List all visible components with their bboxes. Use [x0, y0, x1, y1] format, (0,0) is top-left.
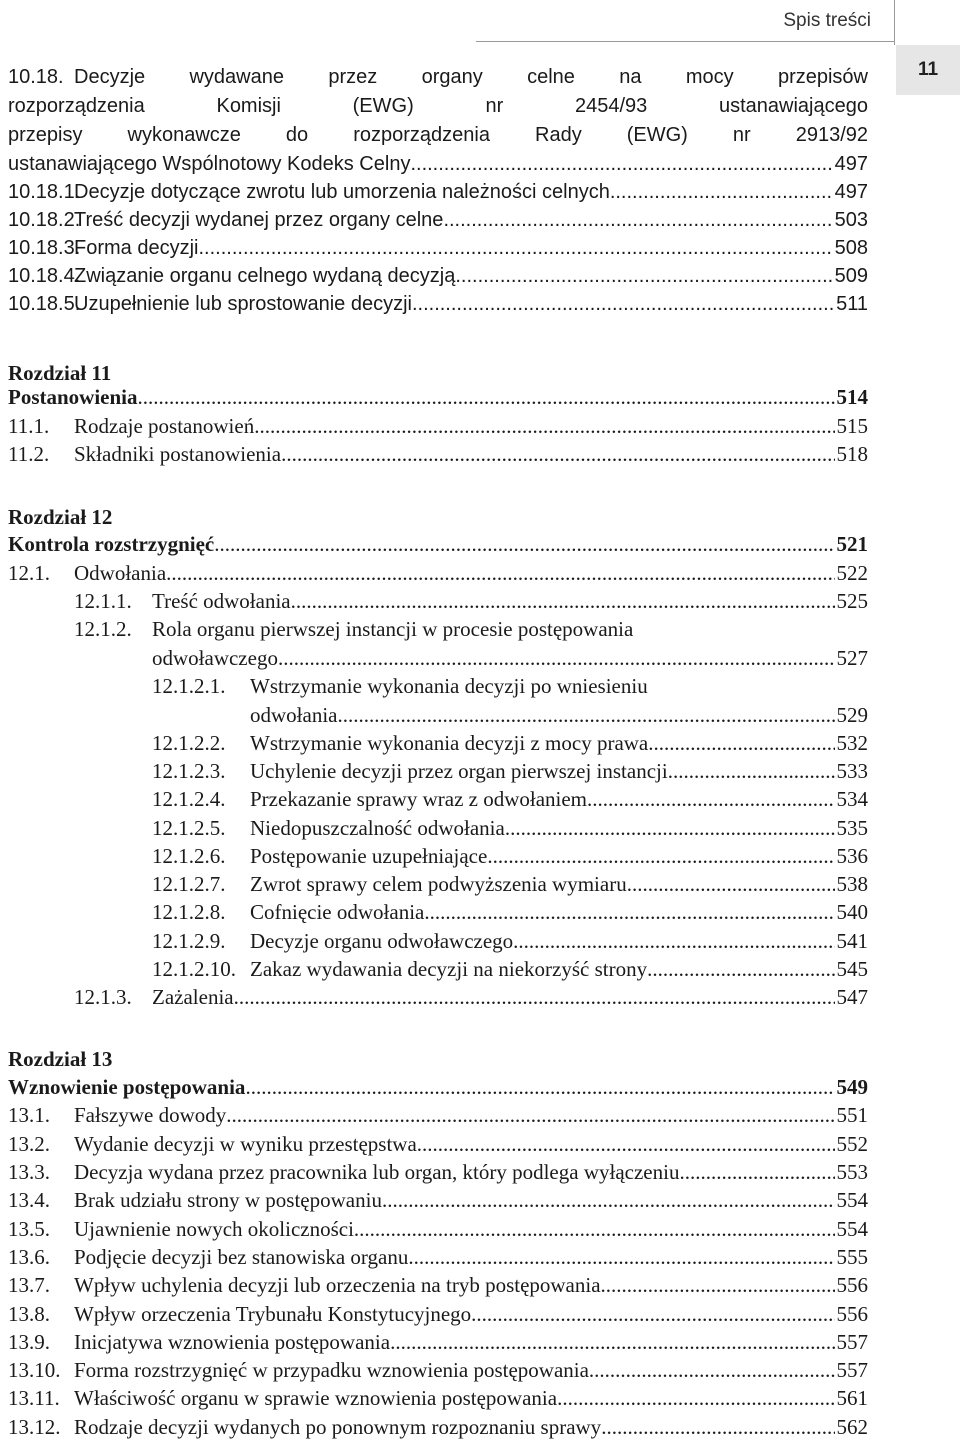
page-number: 527 — [836, 646, 868, 670]
dot-leader — [254, 412, 834, 440]
entry-title: Wstrzymanie wykonania decyzji z mocy prawa — [250, 731, 649, 755]
chapter-heading: Rozdział 13 — [8, 1047, 113, 1071]
page-number: 562 — [836, 1415, 868, 1439]
dot-leader — [417, 1130, 835, 1158]
dot-leader — [587, 785, 834, 813]
page-number: 545 — [836, 957, 868, 981]
entry-number: 13.1. — [8, 1103, 50, 1127]
dot-leader — [354, 1215, 835, 1243]
dot-leader — [382, 1186, 835, 1214]
entry-number: 12.1.3. — [74, 985, 132, 1009]
page-number: 547 — [836, 985, 868, 1009]
page-number: 540 — [836, 900, 868, 924]
entry-title: Decyzje dotyczące zwrotu lub umorzenia należności celnych — [74, 181, 610, 203]
toc-entry[interactable] — [8, 1130, 868, 1158]
toc-entry[interactable] — [8, 1073, 868, 1101]
toc-entry[interactable] — [74, 644, 868, 672]
entry-title: Decyzje organu odwoławczego — [250, 929, 514, 953]
toc-entry[interactable] — [152, 842, 868, 870]
entry-number: 12.1. — [8, 561, 50, 585]
entry-number: 13.5. — [8, 1217, 50, 1241]
entry-number: 13.3. — [8, 1160, 50, 1184]
toc-entry[interactable] — [152, 955, 868, 983]
entry-line-2: rozporządzenia Komisji (EWG) nr 2454/93 ustanawiającego — [8, 95, 868, 117]
entry-title: Brak udziału strony w postępowaniu — [74, 1188, 382, 1212]
page-number: 525 — [836, 589, 868, 613]
entry-number: 10.18. — [8, 66, 64, 88]
page-number: 529 — [836, 703, 868, 727]
entry-title: Treść odwołania — [152, 589, 291, 613]
entry-title: odwołania — [250, 703, 338, 727]
side-rule — [894, 0, 895, 45]
entry-number: 10.18.4. — [8, 265, 81, 287]
page-number: 497 — [834, 153, 868, 175]
dot-leader — [278, 644, 835, 672]
entry-number: 10.18.3. — [8, 237, 81, 259]
entry-title: Zwrot sprawy celem podwyższenia wymiaru — [250, 872, 627, 896]
page-number: 549 — [836, 1075, 868, 1099]
entry-title: Właściwość organu w sprawie wznowienia postępowania — [74, 1386, 558, 1410]
dot-leader — [198, 234, 832, 262]
dot-leader — [648, 729, 834, 757]
entry-number: 10.18.2. — [8, 209, 81, 231]
toc-entry[interactable] — [74, 983, 868, 1011]
entry-title: Kontrola rozstrzygnięć — [8, 532, 215, 556]
dot-leader — [226, 1101, 834, 1129]
toc-entry[interactable] — [8, 440, 868, 468]
toc-entry[interactable] — [152, 927, 868, 955]
dot-leader — [627, 870, 835, 898]
dot-leader — [138, 383, 835, 411]
dot-leader — [647, 955, 834, 983]
entry-title: Wznowienie postępowania — [8, 1075, 246, 1099]
entry-title: Cofnięcie odwołania — [250, 900, 425, 924]
entry-title: Składniki postanowienia — [74, 442, 282, 466]
toc-entry[interactable] — [152, 814, 868, 842]
entry-title: Wydanie decyzji w wyniku przestępstwa — [74, 1132, 417, 1156]
entry-title: Zakaz wydawania decyzji na niekorzyść strony — [250, 957, 648, 981]
entry-title: Treść decyzji wydanej przez organy celne — [74, 209, 444, 231]
page-number: 541 — [836, 929, 868, 953]
toc-entry[interactable] — [8, 262, 868, 290]
entry-title: Rodzaje postanowień — [74, 414, 255, 438]
toc-entry[interactable] — [8, 412, 868, 440]
dot-leader — [245, 1073, 834, 1101]
entry-title: Forma rozstrzygnięć w przypadku wznowienia postępowania — [74, 1358, 589, 1382]
dot-leader — [601, 1271, 835, 1299]
entry-number: 11.1. — [8, 414, 50, 438]
entry-number: 12.1.2. — [74, 617, 132, 641]
toc-entry[interactable] — [8, 178, 868, 206]
entry-title: Rodzaje decyzji wydanych po ponownym rozpoznaniu sprawy — [74, 1415, 602, 1439]
toc-entry[interactable] — [8, 1215, 868, 1243]
toc-entry[interactable] — [152, 672, 868, 700]
toc-entry[interactable] — [152, 785, 868, 813]
toc-entry[interactable] — [8, 383, 868, 411]
page-number: 536 — [836, 844, 868, 868]
entry-number: 13.11. — [8, 1386, 60, 1410]
entry-title: Forma decyzji — [74, 237, 199, 259]
entry-number: 12.1.2.1. — [152, 674, 226, 698]
page-number: 532 — [836, 731, 868, 755]
entry-number: 12.1.2.2. — [152, 731, 226, 755]
entry-title: Zażalenia — [152, 985, 234, 1009]
page-number: 554 — [836, 1188, 868, 1212]
entry-line-3: przepisy wykonawcze do rozporządzenia Rady (EWG) nr 2913/92 — [8, 124, 868, 146]
dot-leader — [214, 530, 834, 558]
page-number: 561 — [836, 1386, 868, 1410]
header-rule — [476, 41, 894, 42]
entry-line-1: Decyzje wydawane przez organy celne na mocy przepisów — [74, 66, 868, 88]
entry-number: 12.1.2.10. — [152, 957, 236, 981]
dot-leader — [513, 927, 834, 955]
entry-title: Rola organu pierwszej instancji w procesie postępowania — [152, 617, 634, 641]
dot-leader — [281, 440, 834, 468]
entry-number: 10.18.5. — [8, 293, 81, 315]
toc-entry[interactable] — [8, 559, 868, 587]
dot-leader — [601, 1413, 834, 1441]
entry-number: 13.4. — [8, 1188, 50, 1212]
page-number: 555 — [836, 1245, 868, 1269]
page-number: 533 — [836, 759, 868, 783]
page-number: 556 — [836, 1273, 868, 1297]
dot-leader — [589, 1356, 835, 1384]
dot-leader — [424, 898, 834, 926]
page-number: 552 — [836, 1132, 868, 1156]
page-number: 521 — [836, 532, 868, 556]
entry-title: Odwołania — [74, 561, 167, 585]
toc-entry[interactable] — [8, 206, 868, 234]
dot-leader — [557, 1384, 834, 1412]
entry-title: Postanowienia — [8, 385, 138, 409]
dot-leader — [505, 814, 835, 842]
entry-number: 13.9. — [8, 1330, 50, 1354]
toc-entry[interactable] — [8, 1186, 868, 1214]
page-number: 518 — [836, 442, 868, 466]
page-number: 514 — [836, 385, 868, 409]
entry-number: 13.8. — [8, 1302, 50, 1326]
entry-number: 13.10. — [8, 1358, 61, 1382]
page-number: 557 — [836, 1330, 868, 1354]
entry-title: odwoławczego — [152, 646, 278, 670]
toc-entry[interactable] — [152, 898, 868, 926]
toc-entry[interactable] — [74, 587, 868, 615]
page-number: 508 — [834, 237, 868, 259]
entry-number: 12.1.2.8. — [152, 900, 226, 924]
toc-entry[interactable] — [8, 234, 868, 262]
page-number: 534 — [836, 787, 868, 811]
entry-title: Wpływ uchylenia decyzji lub orzeczenia na tryb postępowania — [74, 1273, 601, 1297]
entry-title: Postępowanie uzupełniające — [250, 844, 488, 868]
page-number: 551 — [836, 1103, 868, 1127]
toc-entry[interactable] — [152, 870, 868, 898]
entry-title: Wstrzymanie wykonania decyzji po wniesieniu — [250, 674, 648, 698]
dot-leader — [679, 1158, 834, 1186]
toc-entry[interactable] — [8, 1300, 868, 1328]
entry-title: Uchylenie decyzji przez organ pierwszej instancji — [250, 759, 668, 783]
page-number: 554 — [836, 1217, 868, 1241]
page-number: 553 — [836, 1160, 868, 1184]
toc-entry[interactable] — [8, 1328, 868, 1356]
toc-entry[interactable] — [8, 1271, 868, 1299]
toc-entry[interactable] — [8, 530, 868, 558]
entry-number: 11.2. — [8, 442, 50, 466]
page-number: 557 — [836, 1358, 868, 1382]
toc-entry[interactable] — [8, 1356, 868, 1384]
running-header: Spis treści — [783, 10, 871, 31]
entry-number: 13.7. — [8, 1273, 50, 1297]
page-number: 538 — [836, 872, 868, 896]
page-number: 535 — [836, 816, 868, 840]
entry-number: 12.1.2.4. — [152, 787, 226, 811]
entry-number: 12.1.2.6. — [152, 844, 226, 868]
entry-title: Wpływ orzeczenia Trybunału Konstytucyjnego — [74, 1302, 472, 1326]
dot-leader — [668, 757, 835, 785]
entry-title: Niedopuszczalność odwołania — [250, 816, 505, 840]
toc-entry-10-18 — [8, 63, 868, 150]
toc-entry-10-18-last-line: ustanawiającego Wspólnotowy Kodeks Celny ..... 497 — [8, 150, 868, 178]
entry-title: Ujawnienie nowych okoliczności — [74, 1217, 354, 1241]
dot-leader — [487, 842, 834, 870]
dot-leader — [471, 1300, 834, 1328]
dot-leader — [390, 1328, 834, 1356]
toc-entry[interactable] — [74, 615, 868, 643]
page-number-tab: 11 — [896, 45, 960, 95]
entry-number: 12.1.2.5. — [152, 816, 226, 840]
entry-number: 13.6. — [8, 1245, 50, 1269]
toc-entry[interactable] — [8, 1158, 868, 1186]
toc-entry[interactable] — [152, 701, 868, 729]
toc-entry[interactable] — [8, 290, 868, 318]
toc-entry[interactable] — [8, 1243, 868, 1271]
entry-title: Uzupełnienie lub sprostowanie decyzji — [74, 293, 412, 315]
page-number: 556 — [836, 1302, 868, 1326]
page-number: 522 — [836, 561, 868, 585]
dot-leader — [408, 1243, 834, 1271]
dot-leader — [412, 290, 834, 318]
entry-title: Fałszywe dowody — [74, 1103, 227, 1127]
entry-number: 10.18.1. — [8, 181, 81, 203]
toc-entry[interactable] — [152, 729, 868, 757]
entry-title: Podjęcie decyzji bez stanowiska organu — [74, 1245, 409, 1269]
entry-number: 12.1.2.7. — [152, 872, 226, 896]
chapter-heading: Rozdział 12 — [8, 505, 113, 529]
entry-title: Przekazanie sprawy wraz z odwołaniem — [250, 787, 588, 811]
dot-leader — [291, 587, 835, 615]
entry-title: Związanie organu celnego wydaną decyzją — [74, 265, 456, 287]
dot-leader — [234, 983, 835, 1011]
chapter-heading: Rozdział 11 — [8, 361, 112, 385]
entry-number: 13.2. — [8, 1132, 50, 1156]
toc-entry[interactable] — [8, 1101, 868, 1129]
dot-leader — [610, 178, 833, 206]
page-number: 511 — [836, 293, 868, 315]
dot-leader — [166, 559, 834, 587]
entry-number: 12.1.2.9. — [152, 929, 226, 953]
page-number: 515 — [836, 414, 868, 438]
entry-number: 12.1.1. — [74, 589, 132, 613]
page-number: 497 — [834, 181, 868, 203]
entry-title: Decyzja wydana przez pracownika lub organ, który podlega wyłączeniu — [74, 1160, 680, 1184]
page-number: 509 — [834, 265, 868, 287]
dot-leader — [443, 206, 832, 234]
entry-number: 13.12. — [8, 1415, 61, 1439]
toc-entry[interactable] — [8, 1384, 868, 1412]
toc-entry[interactable] — [152, 757, 868, 785]
entry-number: 12.1.2.3. — [152, 759, 226, 783]
dot-leader — [337, 701, 834, 729]
entry-title: Inicjatywa wznowienia postępowania — [74, 1330, 391, 1354]
dot-leader — [455, 262, 832, 290]
toc-entry[interactable] — [8, 1413, 868, 1441]
page-number: 503 — [834, 209, 868, 231]
